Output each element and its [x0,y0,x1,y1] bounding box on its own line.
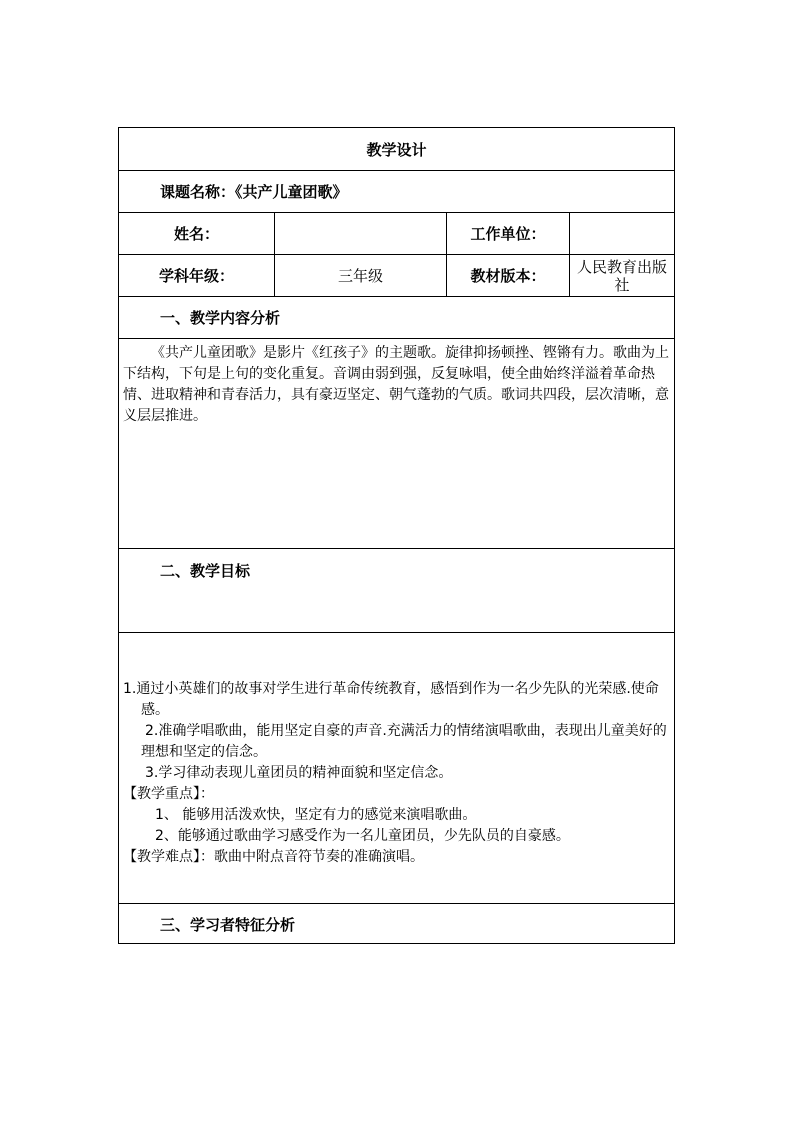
goals-heading: 二、教学目标 [160,561,251,580]
subject-label: 学科年级： [119,255,275,296]
key-label: 【教学重点】： [123,786,214,802]
lesson-plan-table [118,127,675,944]
learner-heading: 三、学习者特征分析 [160,916,296,934]
goals-body-row [119,633,674,904]
goals-list [123,679,670,868]
goal-item: 1.通过小英雄们的故事对学生进行革命传统教育，感悟到作为一名少先队的光荣感.使命感。 [123,681,659,718]
unit-label: 工作单位： [447,213,570,254]
course-row [119,171,674,213]
content-body-row [119,339,674,549]
name-label: 姓名： [119,213,275,254]
goal-item: 3.学习律动表现儿童团员的精神面貌和坚定信念。 [145,765,453,781]
page-title: 教学设计 [366,140,427,159]
content-heading-row [119,297,674,339]
unit-value [570,213,674,254]
edition-value: 人民教育出版社 [576,257,667,294]
difficulty-text: 【教学难点】：歌曲中附点音符节奏的准确演唱。 [123,849,424,865]
key-point-item: 2、能够通过歌曲学习感受作为一名儿童团员，少先队员的自豪感。 [155,828,570,844]
subject-value: 三年级 [275,255,447,296]
edition-label: 教材版本： [447,255,570,296]
subject-row [119,255,674,297]
learner-heading-row [119,904,674,945]
goal-item: 2.准确学唱歌曲，能用坚定自豪的声音.充满活力的情绪演唱歌曲，表现出儿童美好的理想和坚定的信念。 [141,723,667,760]
key-point-item: 1、 能够用活泼欢快，坚定有力的感觉来演唱歌曲。 [155,807,477,823]
goals-heading-row [119,549,674,633]
name-value [275,213,447,254]
content-heading: 一、教学内容分析 [160,309,281,327]
title-row [119,128,674,171]
course-title: 课题名称：《共产儿童团歌》 [160,183,348,201]
name-row [119,213,674,255]
content-text: 《共产儿童团歌》是影片《红孩子》的主题歌。旋律抑扬顿挫、铿锵有力。歌曲为上下结构，下句是上句的变化重复。音调由弱到强，反复咏唱，使全曲始终洋溢着革命热情、进取精神和青春活力，具有豪迈坚定、朝气蓬勃的气质。歌词共四段，层次清晰，意义层层推进。 [123,345,669,424]
